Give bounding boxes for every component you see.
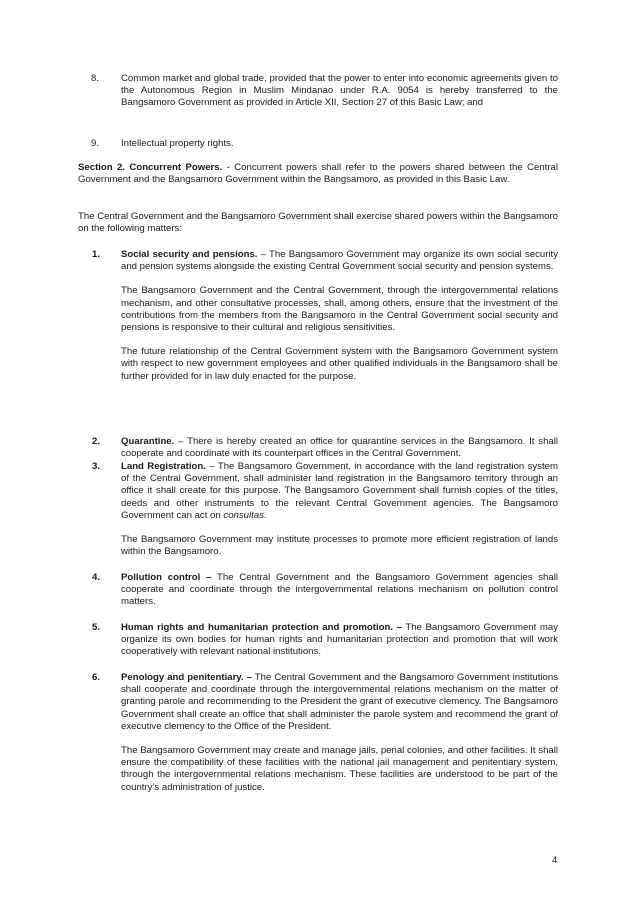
matter-text-italic: consultas (223, 509, 264, 521)
matter-paragraph: The future relationship of the Central Government system with the Bangsamoro Government system with respect to new government employees and other qualified individuals in the Bangsamoro shall be further provided for in law duly enacted for the purpose. (121, 346, 558, 382)
matter-number: 2. (92, 436, 101, 447)
matter-title: Pollution control – (121, 572, 212, 583)
matter-paragraph: The Bangsamoro Government may create and manage jails, penal colonies, and other facilities. It shall ensure the compatibility of these facilities with the national jail management and penitentiary system, through the intergovernmental relations mechanism. These facilities are understood to be part of the country’s administration of justice. (121, 745, 558, 793)
item-number: 9. (91, 138, 100, 149)
matter-number: 5. (92, 622, 101, 633)
matter-title: Land Registration. (121, 461, 206, 472)
matter-number: 6. (92, 672, 101, 683)
matter-title: Human rights and humanitarian protection and promotion. – (121, 622, 402, 633)
matter-title: Penology and penitentiary. – (121, 672, 252, 683)
item-text: Common market and global trade, provided that the power to enter into economic agreements given to the Autonomous Region in Muslim Mindanao under R.A. 9054 is hereby transferred to the Bangsamoro Government as provided in Article XII, Section 27 of this Basic Law; and (121, 73, 558, 109)
matter-text: The Central Government and the Bangsamoro Government institutions shall cooperate and coordinate through the intergovernmental relations mechanism on the matter of granting parole and recommending to the President the grant of executive clemency. The Bangsamoro Government shall create an office that shall administer the parole system and recommend the grant of executive clemency to the Office of the President. (121, 672, 558, 732)
matter-body (121, 622, 558, 659)
matter-body (121, 436, 558, 460)
matter-title: Social security and pensions. (121, 249, 258, 260)
intro-paragraph: The Central Government and the Bangsamoro Government shall exercise shared powers within the Bangsamoro on the following matters: (78, 211, 558, 235)
matter-text-end: . (263, 509, 267, 521)
matter-title: Quarantine. (121, 436, 175, 447)
item-number: 8. (91, 73, 100, 84)
matter-body (121, 249, 558, 383)
section-paragraph (78, 162, 558, 186)
matter-number: 1. (92, 249, 101, 260)
item-text: Intellectual property rights. (121, 138, 234, 149)
page-number: 4 (552, 855, 558, 866)
matter-body (121, 572, 558, 609)
matter-text: – There is hereby created an office for quarantine services in the Bangsamoro. It shall cooperate and coordinate with its counterpart offices in the Central Government. (121, 436, 558, 460)
matter-paragraph: The Bangsamoro Government may institute processes to promote more efficient registration of lands within the Bangsamoro. (121, 534, 558, 558)
matter-number: 4. (92, 572, 101, 583)
matter-number: 3. (92, 461, 101, 472)
section-heading: Section 2. Concurrent Powers. (78, 162, 223, 173)
matter-paragraph: The Bangsamoro Government and the Central Government, through the intergovernmental relations mechanism, and other consultative processes, shall, among others, ensure that the investment of the contributions from the members from the Bangsamoro in the Central Government social security and pensions is responsive to their cultural and religious sensitivities. (121, 285, 558, 334)
section-heading-text: - Concurrent powers shall refer to the powers shared between the Central Government and the Bangsamoro Government within the Bangsamoro, as provided in this Basic Law. (78, 162, 558, 186)
matter-text: The Central Government and the Bangsamoro Government agencies shall cooperate and coordinate through the intergovernmental relations mechanism on pollution control matters. (121, 572, 558, 608)
matter-text: – The Bangsamoro Government may organize its own social security and pension systems alongside the existing Central Government social security and pension systems. (121, 249, 559, 273)
matter-body (121, 461, 558, 558)
matter-text: The Bangsamoro Government may organize its own bodies for human rights and humanitarian protection and promotion that will work cooperatively with relevant national institutions. (121, 622, 558, 658)
matter-text: – The Bangsamoro Government, in accordance with the land registration system of the Central Government, shall administer land registration in the Bangsamoro territory through an office it shall create for this purpose. The Bangsamoro Government shall furnish copies of the titles, deeds and other instruments to the relevant Central Government agencies. The Bangsamoro Government can act on (121, 461, 559, 521)
matter-body (121, 672, 558, 794)
